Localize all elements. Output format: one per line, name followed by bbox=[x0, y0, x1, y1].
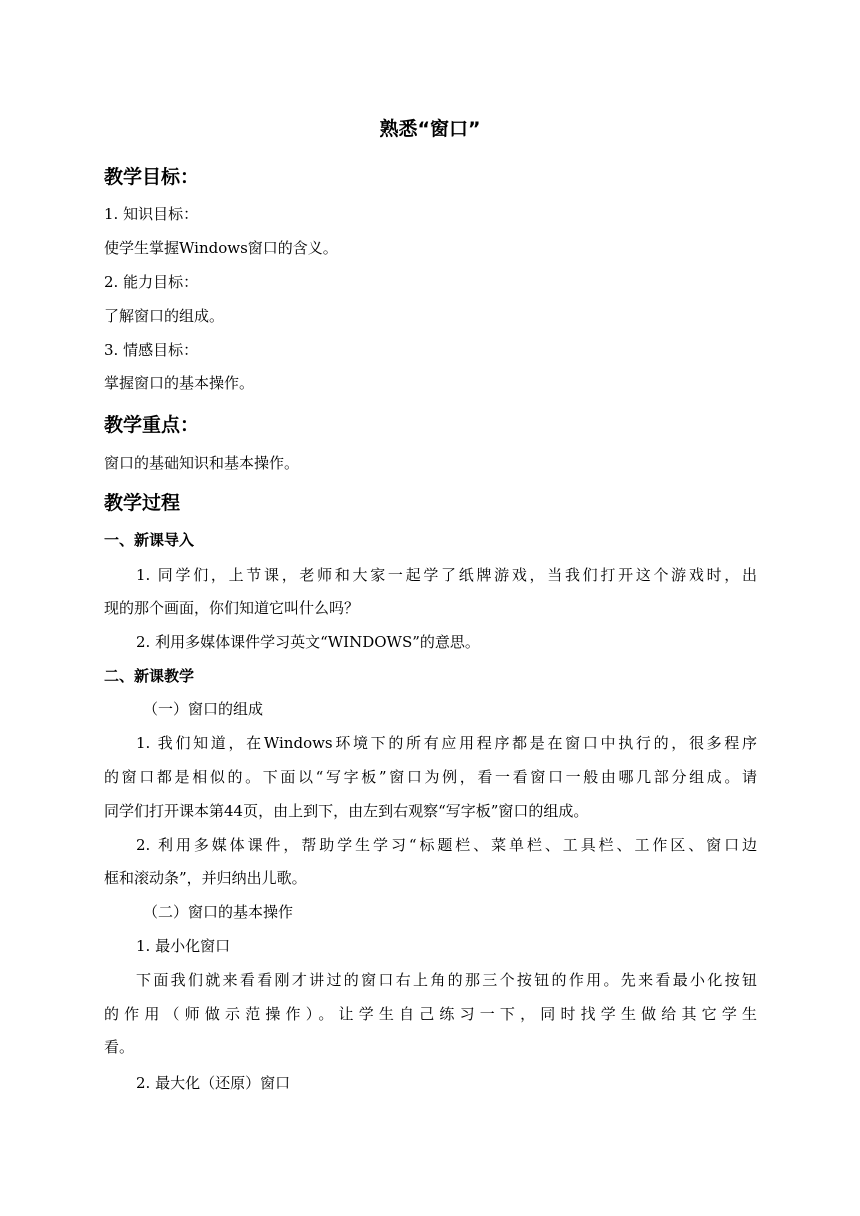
paragraph-line: 下面我们就来看看刚才讲过的窗口右上角的那三个按钮的作用。先来看最小化按钮 bbox=[136, 971, 757, 989]
subsection-heading: （一）窗口的组成 bbox=[143, 700, 264, 718]
paragraph-line: 看。 bbox=[104, 1038, 135, 1056]
operation-heading: 2. 最大化（还原）窗口 bbox=[136, 1074, 291, 1092]
paragraph-line: 现的那个画面，你们知道它叫什么吗？ bbox=[104, 599, 360, 617]
process-heading: 教学过程 bbox=[104, 492, 181, 514]
key-points-text: 窗口的基础知识和基本操作。 bbox=[104, 454, 300, 472]
objective-item: 3. 情感目标： bbox=[104, 341, 199, 359]
objective-item: 掌握窗口的基本操作。 bbox=[104, 374, 255, 392]
operation-heading: 1. 最小化窗口 bbox=[136, 937, 231, 955]
paragraph-line: 的作用（师做示范操作）。让学生自己练习一下，同时找学生做给其它学生 bbox=[104, 1005, 757, 1023]
paragraph-line: 2. 利用多媒体课件学习英文“WINDOWS”的意思。 bbox=[136, 633, 480, 651]
paragraph-line: 的窗口都是相似的。下面以“写字板”窗口为例，看一看窗口一般由哪几部分组成。请 bbox=[104, 768, 757, 786]
section1-heading: 一、新课导入 bbox=[104, 531, 195, 549]
document-title: 熟悉“窗口” bbox=[379, 118, 481, 140]
objective-item: 2. 能力目标： bbox=[104, 273, 199, 291]
paragraph-line: 1. 我们知道，在Windows环境下的所有应用程序都是在窗口中执行的，很多程序 bbox=[136, 734, 757, 752]
paragraph-line: 2. 利用多媒体课件，帮助学生学习“标题栏、菜单栏、工具栏、工作区、窗口边 bbox=[136, 836, 757, 854]
key-points-heading: 教学重点： bbox=[104, 414, 200, 436]
objective-item: 使学生掌握Windows窗口的含义。 bbox=[104, 239, 338, 257]
objectives-heading: 教学目标： bbox=[104, 166, 200, 188]
objective-item: 1. 知识目标： bbox=[104, 205, 199, 223]
paragraph-line: 框和滚动条”，并归纳出儿歌。 bbox=[104, 869, 307, 887]
paragraph-line: 同学们打开课本第44页，由上到下，由左到右观察“写字板”窗口的组成。 bbox=[104, 802, 589, 820]
subsection-heading: （二）窗口的基本操作 bbox=[143, 903, 294, 921]
paragraph-line: 1. 同学们，上节课，老师和大家一起学了纸牌游戏，当我们打开这个游戏时，出 bbox=[136, 566, 757, 584]
section2-heading: 二、新课教学 bbox=[104, 667, 195, 685]
objective-item: 了解窗口的组成。 bbox=[104, 307, 225, 325]
